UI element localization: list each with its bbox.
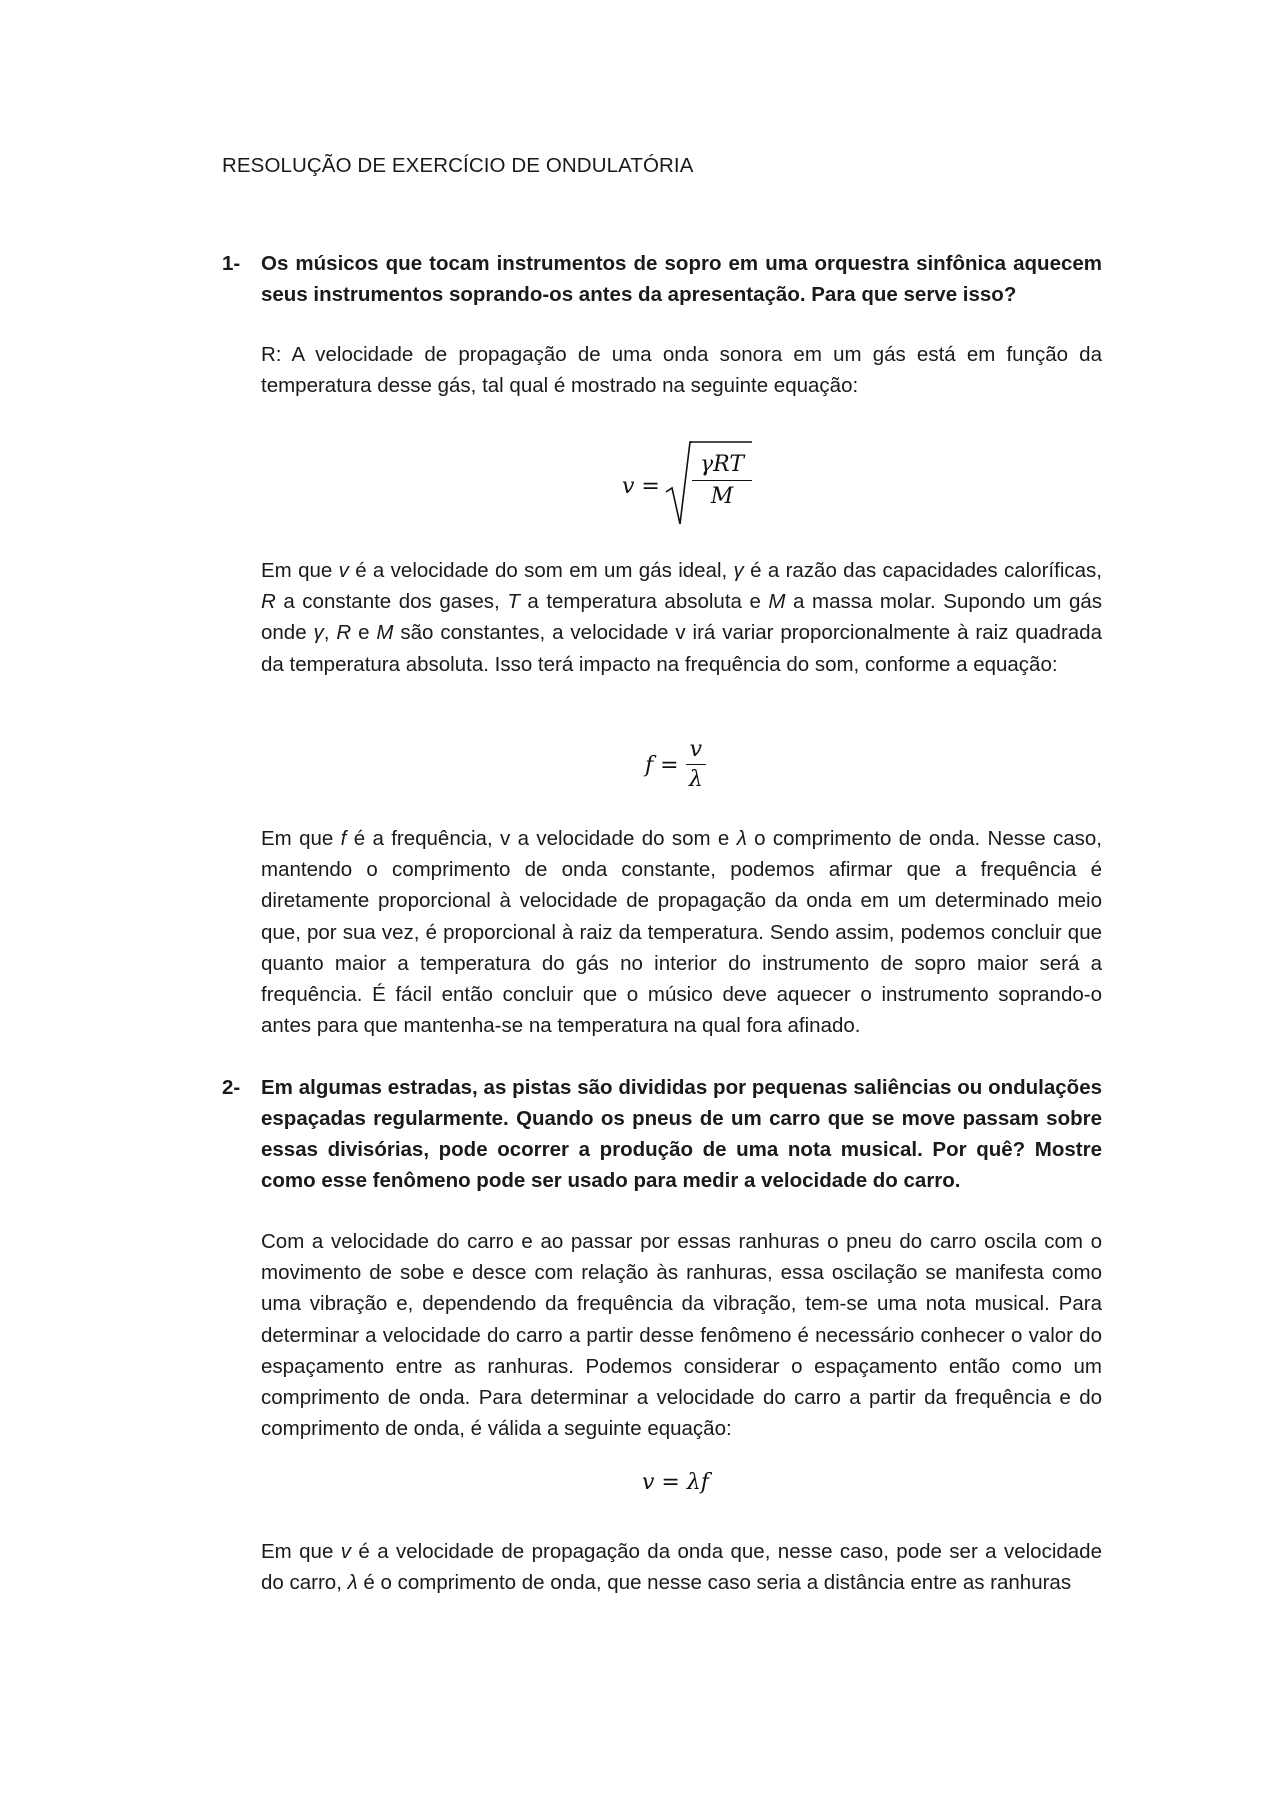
var-M: M (768, 590, 786, 614)
equation-1-fraction (692, 450, 752, 513)
text: é a razão das capacidades caloríficas, (743, 559, 1102, 582)
var-v: v (340, 1540, 351, 1563)
question-1 (222, 248, 1102, 310)
answer-1-paragraph-3 (261, 823, 1102, 1041)
equation-wave-speed: v = λf (642, 1470, 709, 1495)
text: Em que (261, 559, 339, 582)
equation-2-lhs: f = (645, 753, 679, 778)
square-root-icon (664, 440, 692, 526)
text: e (351, 621, 377, 645)
text: é a frequência, v a velocidade do som e (346, 827, 737, 850)
question-2 (222, 1072, 1102, 1196)
answer-1-intro: R: A velocidade de propagação de uma onda sonora em um gás está em função da temperatura desse gás, tal qual é mostrado na seguinte equação: (261, 343, 1102, 398)
text: Em que (261, 827, 341, 850)
var-lambda: λ (347, 1571, 358, 1595)
var-lambda: λ (736, 827, 747, 850)
equation-1-numerator: γRT (692, 450, 752, 481)
square-root-bar (690, 440, 752, 444)
var-gamma: γ (313, 621, 324, 645)
var-T: T (507, 590, 520, 614)
var-R: R (261, 590, 276, 614)
text: é a velocidade do som em um gás ideal, (348, 559, 734, 582)
text: a temperatura absoluta e (519, 590, 769, 614)
text: é a velocidade de propagação da onda que, nesse caso, pode ser a velocidade do carro, (261, 1540, 1102, 1595)
var-R: R (336, 621, 352, 645)
answer-2-paragraph-1: Com a velocidade do carro e ao passar por essas ranhuras o pneu do carro oscila com o movimento de sobe e desce com relação às ranhuras, essa oscilação se manifesta como uma vibração e, dependendo da frequência da vibração, tem-se uma nota musical. Para determinar a velocidade do carro a partir desse fenômeno é necessário conhecer o valor do espaçamento entre as ranhuras. Podemos considerar o espaçamento então como um comprimento de onda. Para determinar a velocidade do carro a partir da frequência e do comprimento de onda, é válida a seguinte equação: (261, 1230, 1102, 1441)
equation-2-numerator: v (686, 736, 706, 765)
text: a constante dos gases, (275, 590, 508, 614)
answer-2-paragraph-2 (261, 1536, 1102, 1598)
text: o comprimento de onda. Nesse caso, mantendo o comprimento de onda constante, podemos afirmar que a frequência é diretamente proporcional à velocidade de propagação da onda em um determinado meio que, por sua vez, é proporcional à raiz da temperatura. Sendo assim, podemos concluir que quanto maior a temperatura do gás no interior do instrumento de sopro maior será a frequência. É fácil então concluir que o músico deve aquecer o instrumento soprando-o antes para que mantenha-se na temperatura na qual fora afinado. (261, 827, 1102, 1038)
question-1-text: Os músicos que tocam instrumentos de sopro em uma orquestra sinfônica aquecem seus instrumentos soprando-os antes da apresentação. Para que serve isso? (261, 252, 1102, 306)
equation-1-denominator: M (710, 484, 734, 509)
text: são constantes, a velocidade v irá variar proporcionalmente à raiz quadrada da temperatura absoluta. Isso terá impacto na frequência do som, conforme a equação: (261, 621, 1102, 676)
equation-2-fraction (686, 736, 706, 795)
text: Em que (261, 1540, 341, 1563)
equation-1-lhs: v = (622, 474, 660, 499)
question-2-text: Em algumas estradas, as pistas são divididas por pequenas saliências ou ondulações espaçadas regularmente. Quando os pneus de um carro que se move passam sobre essas divisórias, pode ocorrer a produção de uma nota musical. Por quê? Mostre como esse fenômeno pode ser usado para medir a velocidade do carro. (261, 1076, 1102, 1192)
text: a massa molar. Supondo um gás onde (261, 590, 1102, 645)
text: , (323, 621, 337, 645)
answer-1-paragraph-2 (261, 555, 1102, 680)
document-title: RESOLUÇÃO DE EXERCÍCIO DE ONDULATÓRIA (222, 154, 694, 177)
text: é o comprimento de onda, que nesse caso seria a distância entre as ranhuras (357, 1571, 1072, 1595)
question-2-number: 2- (222, 1076, 241, 1099)
var-M: M (376, 621, 394, 645)
question-1-number: 1- (222, 252, 241, 275)
equation-2-denominator: λ (688, 767, 703, 792)
var-f: f (340, 827, 347, 850)
var-gamma: γ (733, 559, 744, 582)
var-v: v (338, 559, 349, 582)
equation-frequency (645, 736, 706, 795)
